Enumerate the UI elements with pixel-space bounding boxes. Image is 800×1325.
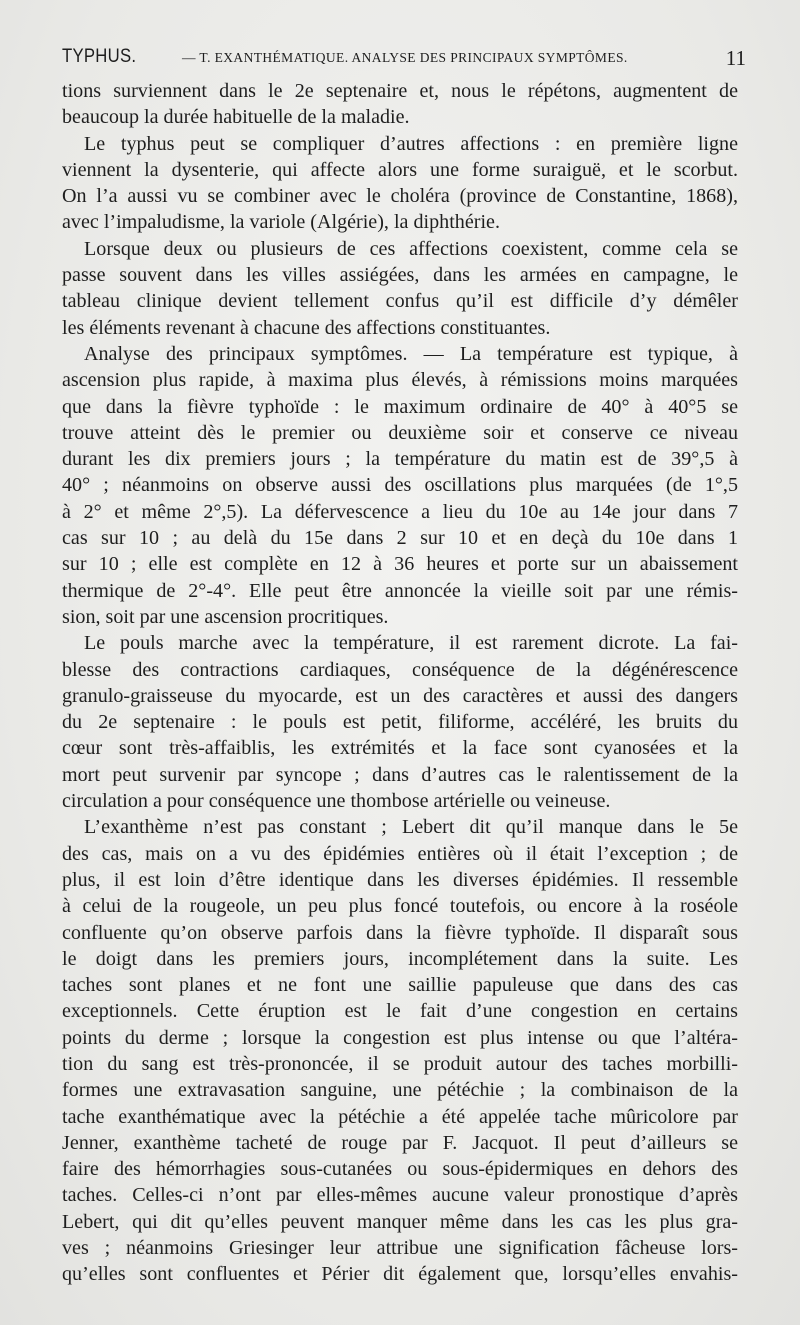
text-line: sur 10 ; elle est complète en 12 à 36 heures et porte sur un abaissement — [62, 553, 738, 576]
running-header — [62, 44, 746, 74]
text-line: exceptionnels. Cette éruption est le fait d’une congestion en certains — [62, 1000, 738, 1023]
text-line: que dans la fièvre typhoïde : le maximum ordinaire de 40° à 40°5 se — [62, 395, 738, 418]
body-text — [62, 78, 738, 1288]
text-line: des cas, mais on a vu des épidémies entières où il était l’exception ; de — [62, 842, 738, 865]
page-number: 11 — [725, 46, 746, 70]
text-line: Lebert, qui dit qu’elles peuvent manquer même dans les cas les plus gra- — [62, 1210, 738, 1233]
text-line: On l’a aussi vu se combiner avec le choléra (province de Constantine, 1868), — [62, 185, 738, 208]
text-line: les éléments revenant à chacune des affections constituantes. — [62, 316, 551, 339]
text-line: formes une extravasation sanguine, une pétéchie ; la combinaison de la — [62, 1079, 738, 1102]
text-line: thermique de 2°-4°. Elle peut être annoncée la vieille soit par une rémis- — [62, 579, 738, 602]
text-line: confluente qu’on observe parfois dans la fièvre typhoïde. Il disparaît sous — [62, 921, 738, 944]
text-line: tions surviennent dans le 2e septenaire et, nous le répétons, augmentent de — [62, 80, 738, 102]
text-line: L’exanthème n’est pas constant ; Lebert dit qu’il manque dans le 5e — [84, 816, 738, 839]
text-line: tache exanthématique avec la pétéchie a été appelée tache mûricolore par — [62, 1105, 738, 1128]
text-line: le doigt dans les premiers jours, incomplétement dans la suite. Les — [62, 947, 738, 970]
running-subtitle: — T. EXANTHÉMATIQUE. ANALYSE DES PRINCIPAUX SYMPTÔMES. — [182, 50, 628, 65]
text-line: sion, soit par une ascension procritiques. — [62, 605, 389, 628]
text-line: durant les dix premiers jours ; la température du matin est de 39°,5 à — [62, 448, 738, 471]
text-line: blesse des contractions cardiaques, conséquence de la dégénérescence — [62, 658, 738, 681]
text-line: du 2e septenaire : le pouls est petit, filiforme, accéléré, les bruits du — [62, 711, 738, 734]
text-line: 40° ; néanmoins on observe aussi des oscillations plus marquées (de 1°,5 — [62, 474, 738, 497]
text-line: passe souvent dans les villes assiégées, dans les armées en campagne, le — [62, 264, 738, 287]
text-line: trouve atteint dès le premier ou deuxième soir et conserve ce niveau — [62, 421, 738, 444]
text-line: cœur sont très-affaiblis, les extrémités et la face sont cyanosées et la — [62, 737, 738, 760]
text-line: taches. Celles-ci n’ont par elles-mêmes aucune valeur pronostique d’après — [62, 1184, 738, 1207]
text-line: viennent la dysenterie, qui affecte alors une forme suraiguë, et le scorbut. — [62, 158, 738, 181]
text-line: Jenner, exanthème tacheté de rouge par F. Jacquot. Il peut d’ailleurs se — [62, 1131, 738, 1154]
text-line: Le pouls marche avec la température, il est rarement dicrote. La fai- — [84, 632, 738, 655]
text-line: plus, il est loin d’être identique dans les diverses épidémies. Il ressemble — [62, 868, 738, 891]
text-line: Le typhus peut se compliquer d’autres affections : en première ligne — [84, 132, 738, 155]
text-line: beaucoup la durée habituelle de la maladie. — [62, 106, 410, 129]
text-line: avec l’impaludisme, la variole (Algérie), la diphthérie. — [62, 211, 500, 234]
text-line: à celui de la rougeole, un peu plus foncé toutefois, ou encore à la roséole — [62, 895, 738, 918]
text-line: tion du sang est très-prononcée, il se produit autour des taches morbilli- — [62, 1052, 738, 1075]
text-line: tableau clinique devient tellement confus qu’il est difficile d’y démêler — [62, 290, 738, 313]
text-line: ves ; néanmoins Griesinger leur attribue une signification fâcheuse lors- — [62, 1237, 738, 1260]
text-line: faire des hémorrhagies sous-cutanées ou sous-épidermiques en dehors des — [62, 1158, 738, 1181]
running-title: TYPHUS. — [62, 46, 137, 67]
text-line: Analyse des principaux symptômes. — La température est typique, à — [84, 342, 738, 365]
text-line: granulo-graisseuse du myocarde, est un des caractères et aussi des dangers — [62, 684, 738, 707]
text-line: taches sont planes et ne font une saillie papuleuse que dans des cas — [62, 974, 738, 997]
text-line: qu’elles sont confluentes et Périer dit également que, lorsqu’elles envahis- — [62, 1263, 738, 1286]
text-line: points du derme ; lorsque la congestion est plus intense ou que l’altéra- — [62, 1026, 738, 1049]
text-line: Lorsque deux ou plusieurs de ces affections coexistent, comme cela se — [84, 237, 738, 260]
text-line: à 2° et même 2°,5). La défervescence a lieu du 10e au 14e jour dans 7 — [62, 500, 738, 523]
text-line: cas sur 10 ; au delà du 15e dans 2 sur 10 et en deçà du 10e dans 1 — [62, 527, 738, 550]
text-line: ascension plus rapide, à maxima plus élevés, à rémissions moins marquées — [62, 369, 738, 392]
text-line: mort peut survenir par syncope ; dans d’autres cas le ralentissement de la — [62, 763, 738, 786]
text-line: circulation a pour conséquence une thombose artérielle ou veineuse. — [62, 790, 611, 813]
